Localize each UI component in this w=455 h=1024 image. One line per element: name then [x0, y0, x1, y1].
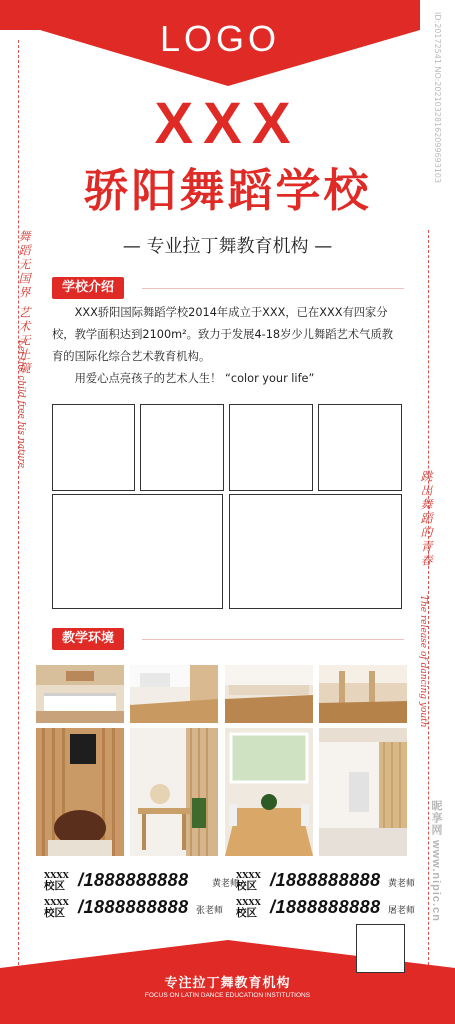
photo-corridor [319, 728, 407, 856]
teacher-name: 黄老师 [212, 879, 240, 889]
photo-dance-hall-3 [319, 665, 407, 723]
side-slogan-right-cn: 跳出舞蹈的青春 [419, 470, 433, 568]
photo-meeting-room [225, 728, 313, 856]
teacher-name: 黄老师 [388, 879, 416, 889]
contact-item [44, 870, 240, 896]
footer-slogan-en: FOCUS ON LATIN DANCE EDUCATION INSTITUTIONS [144, 992, 311, 999]
photo-frame [229, 404, 313, 491]
photo-lobby-decor [36, 728, 124, 856]
subtitle: — 专业拉丁舞教育机构 — [122, 236, 333, 257]
title-placeholder: XXX [154, 91, 301, 156]
top-banner [0, 0, 455, 90]
side-slogan-left-en: Let the child free his nature [16, 340, 26, 469]
section-label-intro: 学校介绍 [52, 277, 124, 299]
photo-reception [36, 665, 124, 723]
photo-tea-room [130, 728, 218, 856]
phone-number: /1888888888 [78, 870, 189, 890]
photo-frame [318, 404, 402, 491]
watermark-id: ID:20172541 NO:20210328162099693103 [433, 12, 442, 184]
site-watermark: 昵享网 www.nipic.cn [430, 800, 442, 922]
photo-frame [52, 404, 135, 491]
campus-name: XXXX 校区 [236, 870, 261, 892]
campus-name: XXXX 校区 [44, 897, 69, 919]
phone-number: /1888888888 [270, 870, 381, 890]
teacher-name: 屠老师 [388, 906, 416, 916]
school-name: 骄阳舞蹈学校 [83, 164, 372, 217]
section-label-environment: 教学环境 [52, 628, 124, 650]
section-divider [142, 639, 404, 640]
contact-item [236, 897, 428, 923]
section-divider [142, 288, 404, 289]
footer-slogan: 专注拉丁舞教育机构 [164, 976, 291, 991]
contact-item [44, 897, 236, 923]
campus-name: XXXX 校区 [44, 870, 69, 892]
intro-text [52, 302, 404, 390]
contact-item [236, 870, 428, 896]
logo: LOGO [159, 18, 281, 59]
phone-number: /1888888888 [270, 897, 381, 917]
intro-paragraph: XXX骄阳国际舞蹈学校2014年成立于XXX，已在XXX有四家分校，教学面积达到2100m²。致力于发展4-18岁少儿舞蹈艺术气质教育的国际化综合艺术教育机构。 [52, 306, 394, 363]
teacher-name: 张老师 [196, 906, 224, 916]
photo-frame [140, 404, 224, 491]
campus-name: XXXX 校区 [236, 897, 261, 919]
photo-frame-large [229, 494, 402, 609]
photo-dance-hall-2 [225, 665, 313, 723]
phone-number: /1888888888 [78, 897, 189, 917]
side-slogan-left-cn: 舞蹈无国界 艺术无止境 [17, 230, 31, 376]
photo-dance-hall-1 [130, 665, 218, 723]
side-slogan-right-en: The release of dancing youth [418, 595, 428, 728]
intro-slogan: 用爱心点亮孩子的艺术人生！ “color your life” [74, 372, 315, 385]
photo-frame-large [52, 494, 223, 609]
qr-code-placeholder [356, 924, 405, 973]
